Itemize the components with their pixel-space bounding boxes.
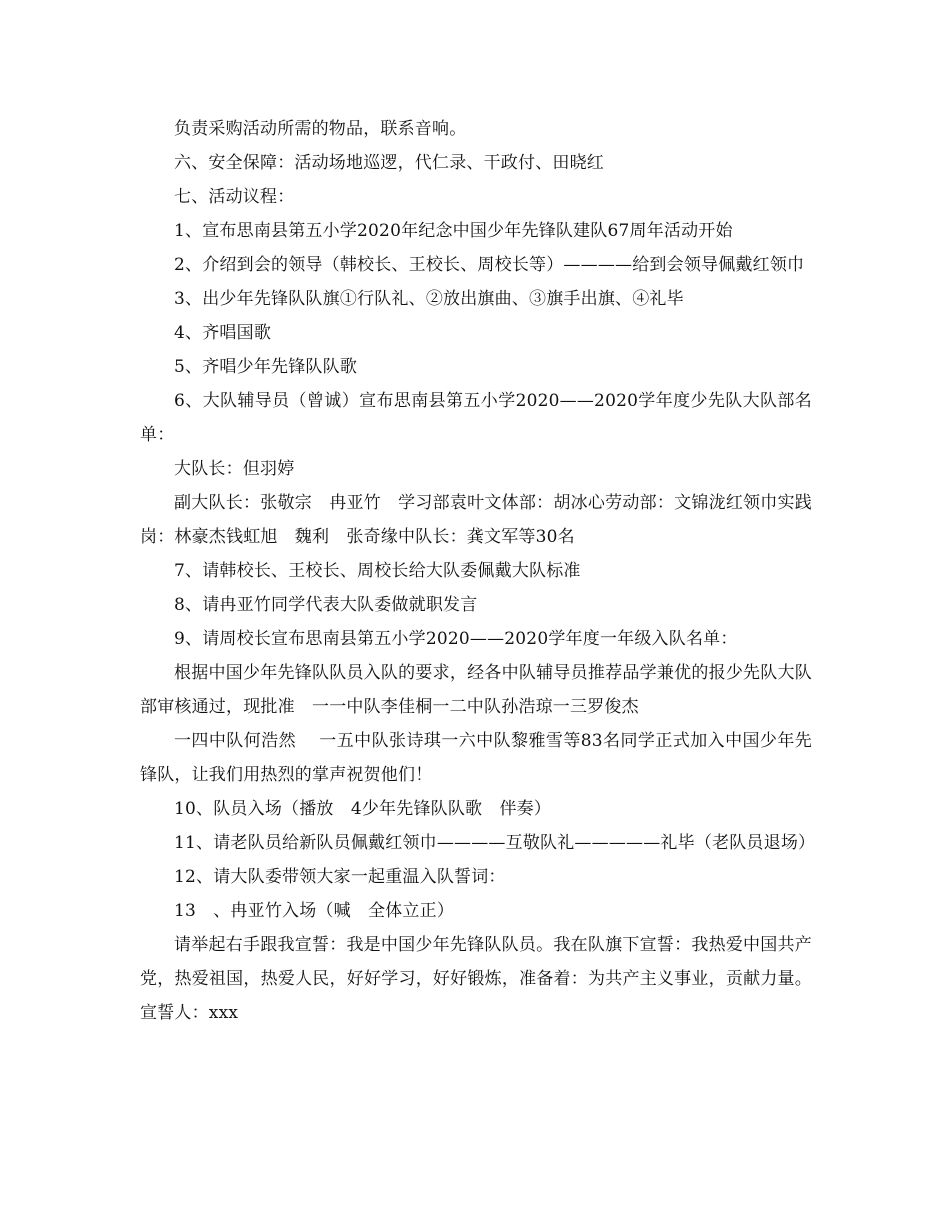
agenda-item-7: 7、请韩校长、王校长、周校长给大队委佩戴大队标准 (174, 561, 581, 581)
paragraph-admission-list: 一四中队何浩然 一五中队张诗琪一六中队黎雅雪等83名同学正式加入中国少年先锋队，让我们用热烈的掌声祝贺他们！ (140, 731, 812, 785)
paragraph-security: 六、安全保障：活动场地巡逻，代仁录、干政付、田晓红 (174, 153, 604, 173)
agenda-item-8: 8、请冉亚竹同学代表大队委做就职发言 (174, 595, 478, 615)
agenda-item-12: 12、请大队委带领大家一起重温入队誓词： (174, 867, 506, 887)
agenda-item-5: 5、齐唱少年先锋队队歌 (174, 357, 358, 377)
agenda-item-13: 13 、冉亚竹入场（喊 全体立正） (174, 901, 455, 921)
agenda-item-1: 1、宣布思南县第五小学2020年纪念中国少年先锋队建队67周年活动开始 (174, 221, 733, 241)
paragraph-admission-intro: 根据中国少年先锋队队员入队的要求，经各中队辅导员推荐品学兼优的报少先队大队部审核通过，现批准 一一中队李佳桐一二中队孙浩琼一三罗俊杰 (140, 663, 812, 717)
agenda-item-4: 4、齐唱国歌 (174, 323, 272, 343)
paragraph-procurement: 负责采购活动所需的物品，联系音响。 (174, 119, 467, 139)
agenda-item-6: 6、大队辅导员（曾诚）宣布思南县第五小学2020——2020学年度少先队大队部名单： (140, 391, 812, 445)
document-body (140, 112, 816, 1030)
agenda-item-3: 3、出少年先锋队队旗①行队礼、②放出旗曲、③旗手出旗、④礼毕 (174, 289, 684, 309)
agenda-item-11: 11、请老队员给新队员佩戴红领巾————互敬队礼—————礼毕（老队员退场） (174, 833, 816, 853)
agenda-item-10: 10、队员入场（播放 4少年先锋队队歌 伴奏） (174, 799, 552, 819)
paragraph-brigade-leader: 大队长：但羽婷 (174, 459, 295, 479)
agenda-item-9: 9、请周校长宣布思南县第五小学2020——2020学年度一年级入队名单： (174, 629, 738, 649)
paragraph-oath: 请举起右手跟我宣誓：我是中国少年先锋队队员。我在队旗下宣誓：我热爱中国共产党，热爱祖国，热爱人民，好好学习，好好锻炼，准备着：为共产主义事业，贡献力量。宣誓人：xxx (140, 935, 812, 1023)
paragraph-agenda-heading: 七、活动议程： (174, 187, 295, 207)
agenda-item-2: 2、介绍到会的领导（韩校长、王校长、周校长等）————给到会领导佩戴红领巾 (174, 255, 805, 275)
paragraph-deputy-leaders: 副大队长：张敬宗 冉亚竹 学习部袁叶文体部：胡冰心劳动部：文锦泷红领巾实践岗：林豪杰钱虹旭 魏利 张奇缘中队长：龚文军等30名 (140, 493, 812, 547)
